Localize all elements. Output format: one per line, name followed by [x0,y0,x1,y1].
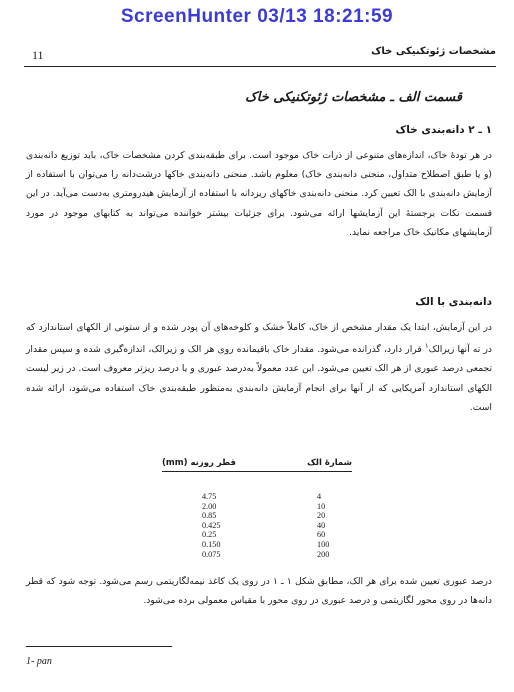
table-row [162,550,352,560]
page-number: 11 [32,48,44,62]
diameter-cell: 0.425 [202,520,221,530]
sieve-cell: 100 [317,539,330,549]
sieve-cell: 4 [317,492,322,501]
footnote-marker: ۱ [424,342,429,351]
table-row [162,472,352,502]
running-head [24,46,496,67]
paragraph-sieve-analysis-rest: قرار دارد، گذرانده می‌شود. مقدار خاک باقیمانده روی هر الک و زیرالک، اندازه‌گیری شده و سپس مقدار تجمعی درصد عبوری از هر الک تعیین می‌شود. این عدد معمولاً به‌درصد عبوری و یا درصد ریزتر معروف است. در زیر لیست الکهای استاندارد آمریکایی که از آنها برای انجام آزمایش دانه‌بندی به‌منظور طبقه‌بندی خاک استفاده می‌شود، ارائه شده است. [26,344,492,413]
sieve-cell: 20 [317,511,326,521]
sieve-cell: 60 [317,530,326,540]
part-title: قسمت الف ـ مشخصات ژئوتکنیکی خاک [245,90,462,105]
screenhunter-watermark: ScreenHunter 03/13 18:21:59 [120,6,394,27]
paragraph-sieve-analysis-main: در این آزمایش، ابتدا یک مقدار مشخص از خاک، کاملاً خشک و کلوخه‌های آن پودر شده و از ستونی از الکهای استاندارد که در ته آنها زیرالک [26,322,492,356]
table-row [162,511,352,521]
paragraph-sieve-analysis [26,318,492,417]
chapter-title: مشخصات ژئوتکنیکی خاک [371,46,496,57]
diameter-cell: 2.00 [202,501,217,511]
sieve-cell: 10 [317,501,326,511]
paragraph-semilog-plot: درصد عبوری تعیین شده برای هر الک، مطابق شکل ۱ ـ ۱ در روی یک کاغذ نیمه‌لگاریتمی رسم می‌شود. توجه شود که قطر دانه‌ها در روی محور لگاریتمی و درصد عبوری در روی محور با مقیاس معمولی برده می‌شود. [26,576,492,607]
section-heading-grain-size: ۱ ـ ۲ دانه‌بندی خاک [395,124,492,136]
sieve-cell: 200 [317,549,330,559]
table-row [162,540,352,550]
sieve-cell: 40 [317,520,326,530]
paragraph-grain-size: در هر تودهٔ خاک، اندازه‌های متنوعی از ذرات خاک موجود است. برای طبقه‌بندی کردن مشخصات خاک، باید توزیع دانه‌بندی (و یا طبق اصطلاح متداول، منحنی دانه‌بندی خاک) معلوم باشد. منحنی دانه‌بندی خاکها درشت‌دانه را می‌توان با استفاده از آزمایش دانه‌بندی با الک تعیین کرد. منحنی دانه‌بندی خاکهای ریزدانه با استفاده از آزمایش هیدرومتری به‌دست می‌آید. در این قسمت نکات برجستهٔ این آزمایشها ارائه می‌شود. برای جزئیات بیشتر خواننده می‌تواند به کتابهای موجود در مورد آزمایشهای مکانیک خاک مراجعه نماید. [26,150,492,238]
header-sieve-number: شمارهٔ الک [297,456,352,472]
diameter-cell: 4.75 [202,492,217,501]
diameter-cell: 0.85 [202,511,217,521]
sieve-table [162,456,352,559]
footnote-divider [26,646,172,647]
diameter-cell: 0.075 [202,549,221,559]
header-diameter: قطر روزنه (mm) [162,456,297,472]
table-row [162,502,352,512]
diameter-cell: 0.25 [202,530,217,540]
diameter-cell: 0.150 [202,539,221,549]
section-heading-sieve-analysis: دانه‌بندی با الک [415,296,492,308]
sieve-table-header [162,456,352,472]
table-row [162,530,352,540]
table-row [162,521,352,531]
footnote: 1- pan [26,656,52,667]
